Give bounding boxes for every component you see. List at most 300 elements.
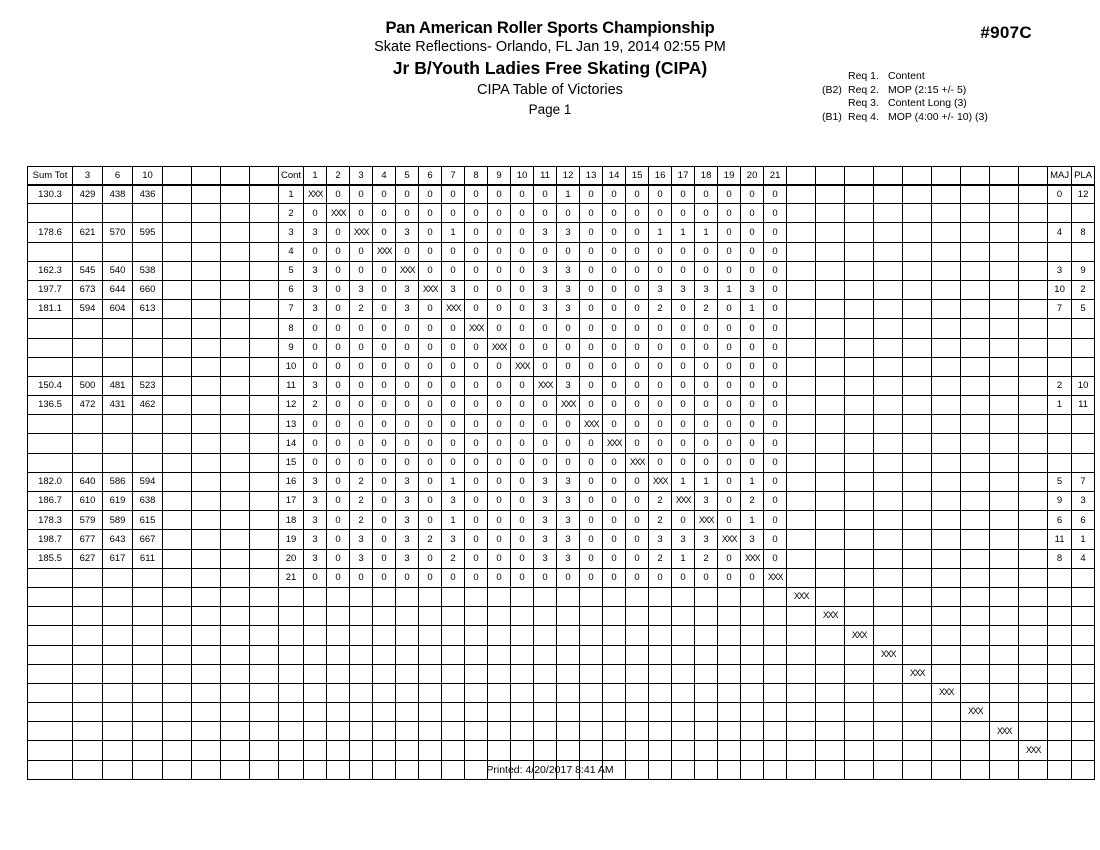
cell-victory-value: [557, 396, 580, 415]
table-row: [28, 300, 1095, 319]
cell-victory-value: 0: [304, 415, 327, 434]
header-contestant-18: 18: [695, 167, 718, 185]
cell-victory-value: 3: [557, 492, 580, 511]
cell-victory-value: 0: [557, 357, 580, 376]
cell-victory-value: 2: [350, 492, 373, 511]
cell-blank-right: [903, 338, 932, 357]
cell-sum-tot: [28, 242, 73, 261]
cell-blank-left: [192, 453, 221, 472]
cell-blank-right: [990, 530, 1019, 549]
cell-victory-value: 0: [488, 549, 511, 568]
cell-cont-number: 3: [279, 223, 304, 242]
cell-sum-tot: [28, 626, 73, 645]
cell-cont-number: 15: [279, 453, 304, 472]
cell-sum-tot: 178.3: [28, 511, 73, 530]
cell-cont-number: 14: [279, 434, 304, 453]
cell-victory-value: [557, 741, 580, 760]
cell-sum-tot: 162.3: [28, 261, 73, 280]
cell-victory-value: 0: [373, 434, 396, 453]
cell-victory-value: [419, 683, 442, 702]
cell-blank-right: [990, 415, 1019, 434]
cell-blank-left: [250, 300, 279, 319]
cell-victory-value: [649, 587, 672, 606]
cell-victory-value: [465, 722, 488, 741]
cell-blank-right: [1019, 185, 1048, 204]
cell-victory-value: 0: [672, 434, 695, 453]
cell-blank-right: [903, 261, 932, 280]
cell-blank-left: [192, 434, 221, 453]
cell-blank-left: [163, 261, 192, 280]
cell-blank-right: [816, 472, 845, 491]
cell-blank-right: [903, 683, 932, 702]
cell-blank-left: [221, 204, 250, 223]
cell-blank-right: [874, 492, 903, 511]
cell-victory-value: 0: [465, 511, 488, 530]
cell-victory-value: [695, 626, 718, 645]
cell-sum-tot: [28, 453, 73, 472]
cell-cont-number: 8: [279, 319, 304, 338]
cell-blank-right: [961, 300, 990, 319]
cell-victory-value: [672, 607, 695, 626]
cell-blank-right: [990, 741, 1019, 760]
table-row: [28, 626, 1095, 645]
cell-judge-score: [103, 204, 133, 223]
cell-maj: [1048, 607, 1072, 626]
cell-victory-value: 3: [534, 549, 557, 568]
cell-blank-right: [845, 376, 874, 395]
cell-blank-right: [961, 703, 990, 722]
cell-blank-right: [903, 741, 932, 760]
cell-victory-value: 0: [511, 549, 534, 568]
venue-line: Skate Reflections- Orlando, FL Jan 19, 2014 02:55 PM: [374, 39, 726, 55]
cell-judge-score: 523: [133, 376, 163, 395]
cell-sum-tot: [28, 357, 73, 376]
cell-blank-right: [1019, 472, 1048, 491]
cell-victory-value: [626, 607, 649, 626]
cell-victory-value: 3: [534, 472, 557, 491]
cell-victory-value: 0: [626, 204, 649, 223]
cell-blank-right: [1019, 683, 1048, 702]
cell-victory-value: 0: [396, 453, 419, 472]
cell-victory-value: 0: [373, 415, 396, 434]
header-blank-left: [192, 167, 221, 185]
cell-victory-value: [580, 415, 603, 434]
cell-victory-value: 0: [373, 530, 396, 549]
cell-victory-value: 3: [534, 223, 557, 242]
cell-maj: [1048, 703, 1072, 722]
cell-victory-value: 0: [580, 185, 603, 204]
cell-victory-value: 0: [534, 319, 557, 338]
cell-victory-value: 0: [764, 453, 787, 472]
cell-blank-right: [990, 376, 1019, 395]
cell-victory-value: [534, 607, 557, 626]
header-contestant-7: 7: [442, 167, 465, 185]
cell-blank-left: [221, 415, 250, 434]
cell-victory-value: 0: [580, 261, 603, 280]
cell-victory-value: 0: [327, 242, 350, 261]
cell-judge-score: [133, 453, 163, 472]
cell-victory-value: [580, 664, 603, 683]
cell-blank-right: [787, 645, 816, 664]
cell-cont-number: 12: [279, 396, 304, 415]
cell-victory-value: 0: [488, 376, 511, 395]
cell-victory-value: 2: [649, 492, 672, 511]
header-contestant-21: 21: [764, 167, 787, 185]
cell-victory-value: [764, 722, 787, 741]
xxx-mark: XXX: [330, 207, 346, 218]
cell-blank-right: [845, 530, 874, 549]
cell-victory-value: [534, 683, 557, 702]
cell-victory-value: [327, 722, 350, 741]
cell-blank-right: [932, 338, 961, 357]
cell-blank-right: [845, 357, 874, 376]
cell-victory-value: 3: [557, 300, 580, 319]
cell-pla: [1072, 645, 1095, 664]
cell-victory-value: 0: [488, 223, 511, 242]
cell-victory-value: 0: [603, 453, 626, 472]
cell-victory-value: [373, 664, 396, 683]
cell-victory-value: 0: [327, 300, 350, 319]
cell-victory-value: 0: [442, 242, 465, 261]
xxx-mark: XXX: [967, 706, 983, 717]
cell-victory-value: [373, 242, 396, 261]
cell-victory-value: 0: [695, 415, 718, 434]
cell-victory-value: 0: [557, 568, 580, 587]
cell-blank-right: [787, 453, 816, 472]
cell-judge-score: 611: [133, 549, 163, 568]
cell-victory-value: 0: [580, 492, 603, 511]
cell-victory-value: 3: [304, 376, 327, 395]
cell-maj: [1048, 626, 1072, 645]
header-blank-left: [250, 167, 279, 185]
cell-victory-value: [419, 280, 442, 299]
cell-blank-left: [250, 587, 279, 606]
cell-victory-value: [649, 741, 672, 760]
cell-blank-left: [192, 492, 221, 511]
cell-victory-value: 0: [741, 261, 764, 280]
header-cont: Cont: [279, 167, 304, 185]
cell-victory-value: 0: [672, 568, 695, 587]
cell-victory-value: 0: [396, 185, 419, 204]
cell-blank-right: [990, 587, 1019, 606]
cell-blank-right: [816, 530, 845, 549]
cell-victory-value: 0: [327, 415, 350, 434]
cell-blank-right: [787, 683, 816, 702]
cell-blank-right: [990, 607, 1019, 626]
cell-blank-right: [1019, 664, 1048, 683]
cell-victory-value: [488, 338, 511, 357]
cell-blank-right: [845, 722, 874, 741]
cell-victory-value: 3: [396, 472, 419, 491]
cell-victory-value: 3: [534, 261, 557, 280]
cell-victory-value: 0: [396, 204, 419, 223]
cell-victory-value: 0: [511, 492, 534, 511]
cell-victory-value: 0: [764, 242, 787, 261]
cell-pla: [1072, 722, 1095, 741]
cell-blank-left: [250, 453, 279, 472]
cell-victory-value: 0: [557, 204, 580, 223]
cell-sum-tot: [28, 607, 73, 626]
cell-blank-left: [192, 376, 221, 395]
cell-maj: [1048, 357, 1072, 376]
table-row: [28, 376, 1095, 395]
cell-victory-value: [603, 607, 626, 626]
cell-victory-value: [718, 683, 741, 702]
cell-victory-value: 0: [626, 223, 649, 242]
cell-victory-value: 0: [396, 242, 419, 261]
cell-blank-left: [163, 472, 192, 491]
cell-victory-value: 0: [488, 319, 511, 338]
cell-victory-value: 0: [718, 338, 741, 357]
cell-maj: [1048, 587, 1072, 606]
cell-blank-right: [845, 242, 874, 261]
cell-sum-tot: [28, 587, 73, 606]
cell-blank-right: [787, 338, 816, 357]
cell-victory-value: 0: [304, 434, 327, 453]
cell-blank-left: [250, 376, 279, 395]
cell-blank-right: [903, 396, 932, 415]
cell-pla: 3: [1072, 492, 1095, 511]
requirements-list: [822, 70, 988, 124]
cell-victory-value: 0: [603, 280, 626, 299]
cell-victory-value: 0: [718, 376, 741, 395]
xxx-mark: XXX: [376, 245, 392, 256]
cell-victory-value: 0: [511, 280, 534, 299]
cell-blank-left: [192, 645, 221, 664]
cell-victory-value: 0: [580, 472, 603, 491]
cell-victory-value: 0: [580, 434, 603, 453]
cell-blank-right: [816, 741, 845, 760]
cell-victory-value: 0: [465, 396, 488, 415]
cell-victory-value: 0: [764, 357, 787, 376]
cell-maj: [1048, 683, 1072, 702]
cell-victory-value: 0: [649, 357, 672, 376]
table-row: [28, 703, 1095, 722]
cell-judge-score: 604: [103, 300, 133, 319]
cell-judge-score: [103, 453, 133, 472]
cell-victory-value: 0: [741, 568, 764, 587]
cell-sum-tot: 186.7: [28, 492, 73, 511]
cell-victory-value: 0: [764, 185, 787, 204]
cell-victory-value: 0: [626, 530, 649, 549]
cell-victory-value: 0: [488, 453, 511, 472]
cell-victory-value: 0: [511, 376, 534, 395]
requirement-text: Content: [888, 70, 925, 82]
cell-victory-value: 0: [442, 415, 465, 434]
cell-victory-value: 0: [304, 242, 327, 261]
cell-maj: 8: [1048, 549, 1072, 568]
cell-judge-score: 545: [73, 261, 103, 280]
cell-blank-left: [250, 664, 279, 683]
requirement-row: [822, 70, 988, 84]
cell-victory-value: 1: [672, 223, 695, 242]
cell-cont-number: 4: [279, 242, 304, 261]
table-row: [28, 223, 1095, 242]
cell-victory-value: 0: [741, 376, 764, 395]
cell-blank-right: [903, 472, 932, 491]
cell-victory-value: [741, 741, 764, 760]
cell-victory-value: 0: [327, 223, 350, 242]
cell-blank-right: [932, 722, 961, 741]
cell-victory-value: 3: [442, 530, 465, 549]
cell-victory-value: 1: [442, 511, 465, 530]
cell-victory-value: 0: [511, 242, 534, 261]
cell-judge-score: [73, 415, 103, 434]
cell-victory-value: [741, 645, 764, 664]
cell-judge-score: 619: [103, 492, 133, 511]
cell-blank-left: [192, 549, 221, 568]
cell-victory-value: [327, 703, 350, 722]
cell-victory-value: 0: [741, 223, 764, 242]
cell-judge-score: 640: [73, 472, 103, 491]
cell-victory-value: [534, 587, 557, 606]
cell-blank-left: [192, 587, 221, 606]
cell-blank-right: [874, 645, 903, 664]
cell-victory-value: 0: [327, 319, 350, 338]
cell-blank-right: [787, 185, 816, 204]
requirement-row: [822, 97, 988, 111]
cell-victory-value: [488, 703, 511, 722]
cell-cont-number: 19: [279, 530, 304, 549]
cell-blank-right: [787, 664, 816, 683]
cell-victory-value: [649, 683, 672, 702]
cell-victory-value: 0: [718, 434, 741, 453]
cell-blank-right: [903, 549, 932, 568]
cell-blank-left: [221, 453, 250, 472]
cell-victory-value: [511, 664, 534, 683]
cell-victory-value: [350, 722, 373, 741]
cell-victory-value: 3: [350, 549, 373, 568]
cell-victory-value: 0: [764, 319, 787, 338]
cell-victory-value: 0: [373, 396, 396, 415]
xxx-mark: XXX: [1025, 744, 1041, 755]
cell-victory-value: [718, 703, 741, 722]
cell-victory-value: [419, 607, 442, 626]
cell-blank-right: [845, 319, 874, 338]
cell-blank-left: [163, 607, 192, 626]
cell-victory-value: 2: [350, 511, 373, 530]
cell-blank-right: [961, 223, 990, 242]
cell-victory-value: [695, 645, 718, 664]
cell-victory-value: [511, 703, 534, 722]
cell-victory-value: 0: [626, 396, 649, 415]
cell-blank-right: [903, 319, 932, 338]
cell-blank-right: [961, 683, 990, 702]
cell-victory-value: 0: [718, 242, 741, 261]
cell-victory-value: 0: [741, 204, 764, 223]
cell-victory-value: [396, 645, 419, 664]
cell-blank-right: [1019, 434, 1048, 453]
cell-blank-left: [221, 185, 250, 204]
header-contestant-12: 12: [557, 167, 580, 185]
cell-victory-value: [764, 741, 787, 760]
cell-victory-value: [373, 645, 396, 664]
cell-blank-right: [1019, 415, 1048, 434]
table-row: [28, 453, 1095, 472]
cell-victory-value: 0: [626, 338, 649, 357]
cell-victory-value: [396, 607, 419, 626]
cell-victory-value: 0: [603, 415, 626, 434]
cell-pla: 11: [1072, 396, 1095, 415]
cell-victory-value: 3: [557, 280, 580, 299]
cell-cont-number: 6: [279, 280, 304, 299]
cell-blank-right: [1019, 626, 1048, 645]
cell-blank-right: [787, 626, 816, 645]
cell-victory-value: 0: [465, 242, 488, 261]
cell-victory-value: 0: [764, 492, 787, 511]
cell-blank-right: [787, 722, 816, 741]
cell-blank-left: [163, 492, 192, 511]
cell-victory-value: 0: [419, 204, 442, 223]
cell-victory-value: 0: [603, 568, 626, 587]
table-row: [28, 645, 1095, 664]
cell-blank-right: [816, 492, 845, 511]
cell-victory-value: 0: [764, 338, 787, 357]
cell-sum-tot: [28, 645, 73, 664]
xxx-mark: XXX: [793, 591, 809, 602]
cell-judge-score: [133, 568, 163, 587]
cell-victory-value: 0: [626, 280, 649, 299]
cell-judge-score: 462: [133, 396, 163, 415]
cell-victory-value: 0: [488, 492, 511, 511]
cell-victory-value: [511, 587, 534, 606]
cell-judge-score: [133, 319, 163, 338]
cell-victory-value: 0: [764, 472, 787, 491]
cell-victory-value: 0: [511, 185, 534, 204]
cell-maj: 1: [1048, 396, 1072, 415]
cell-judge-score: [73, 683, 103, 702]
cell-victory-value: 3: [396, 223, 419, 242]
cell-blank-right: [932, 300, 961, 319]
cell-cont-number: 20: [279, 549, 304, 568]
cell-victory-value: 0: [419, 338, 442, 357]
cell-blank-right: [932, 703, 961, 722]
cell-victory-value: 0: [350, 453, 373, 472]
cell-victory-value: [649, 472, 672, 491]
cell-blank-right: [932, 376, 961, 395]
cell-blank-left: [221, 396, 250, 415]
cell-blank-left: [192, 280, 221, 299]
cell-victory-value: [672, 722, 695, 741]
cell-victory-value: 0: [488, 280, 511, 299]
cell-victory-value: 0: [580, 357, 603, 376]
xxx-mark: XXX: [468, 322, 484, 333]
cell-pla: [1072, 683, 1095, 702]
cell-blank-left: [192, 415, 221, 434]
cell-blank-right: [816, 722, 845, 741]
cell-blank-left: [163, 549, 192, 568]
cell-blank-right: [932, 453, 961, 472]
cell-sum-tot: 130.3: [28, 185, 73, 204]
cell-victory-value: 0: [419, 511, 442, 530]
cell-victory-value: 0: [741, 242, 764, 261]
cell-blank-right: [961, 530, 990, 549]
cell-victory-value: 0: [580, 453, 603, 472]
cell-victory-value: 3: [396, 280, 419, 299]
cell-blank-right: [961, 626, 990, 645]
cell-sum-tot: 150.4: [28, 376, 73, 395]
cell-victory-value: [488, 664, 511, 683]
cell-judge-score: 586: [103, 472, 133, 491]
xxx-mark: XXX: [652, 476, 668, 487]
cell-blank-right: [787, 587, 816, 606]
cell-victory-value: 0: [488, 530, 511, 549]
cell-blank-right: [903, 703, 932, 722]
xxx-mark: XXX: [560, 399, 576, 410]
cell-blank-left: [250, 338, 279, 357]
cell-judge-score: [103, 568, 133, 587]
cell-cont-number: 21: [279, 568, 304, 587]
